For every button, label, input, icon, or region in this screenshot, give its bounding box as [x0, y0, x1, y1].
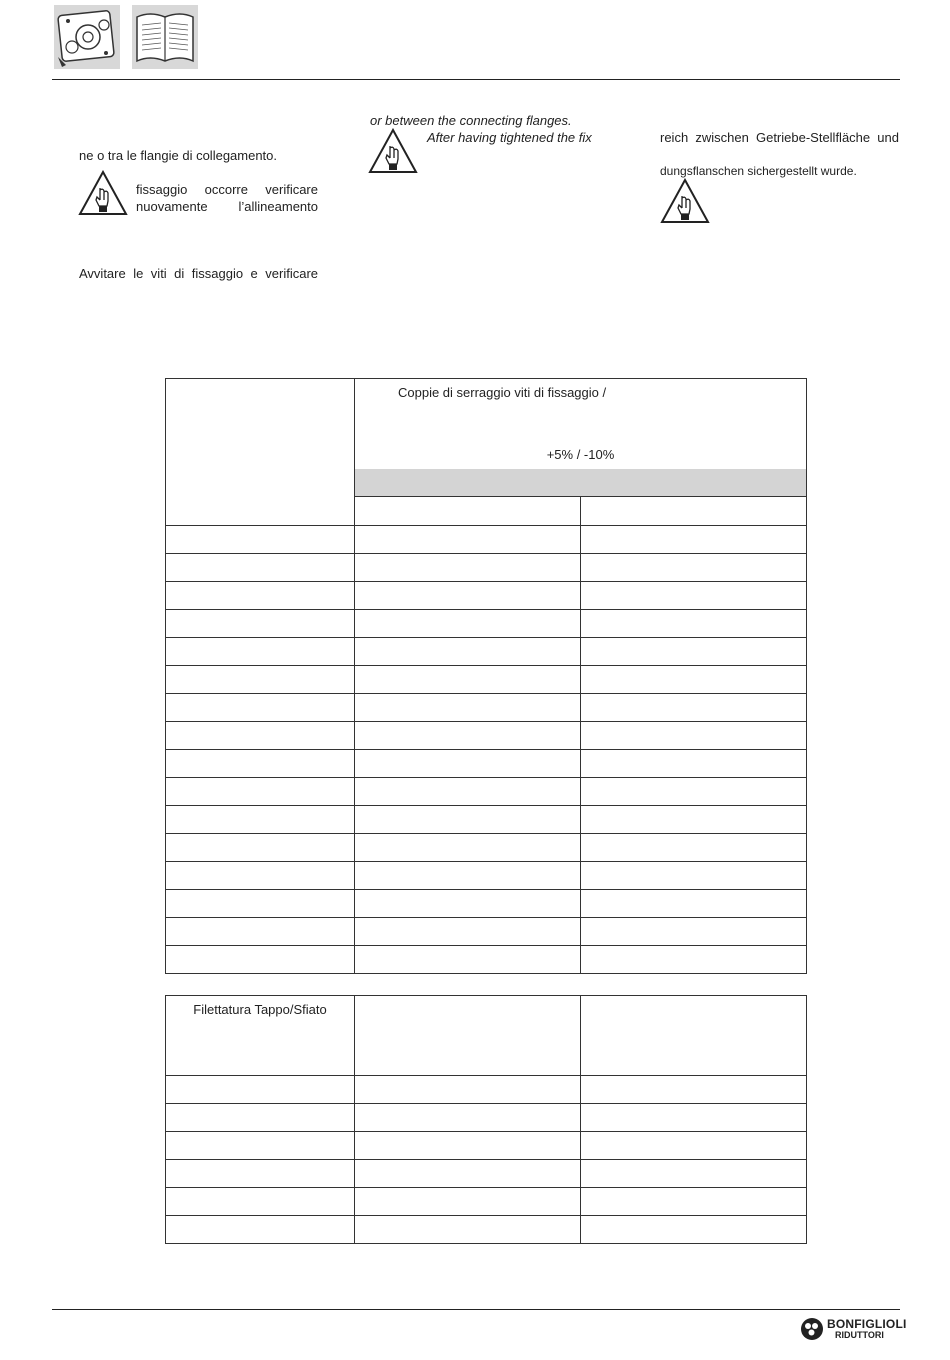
it-text-bottom: Avvitare le viti di fissaggio e verificare — [79, 266, 318, 281]
table-row — [166, 1188, 807, 1216]
table-cell — [355, 862, 581, 890]
table-row — [166, 862, 807, 890]
table-cell — [581, 918, 807, 946]
table-cell — [355, 1076, 581, 1104]
table-cell — [166, 946, 355, 974]
table-cell — [166, 1216, 355, 1244]
table-cell — [355, 666, 581, 694]
table-cell — [355, 1132, 581, 1160]
table-cell — [355, 890, 581, 918]
table-cell — [581, 1160, 807, 1188]
table-row — [166, 554, 807, 582]
table-cell — [355, 1216, 581, 1244]
table-cell — [355, 806, 581, 834]
torque-table-body — [166, 526, 807, 974]
table-row — [166, 1132, 807, 1160]
de-text-line-1: reich zwischen Getriebe-Stellfläche und — [660, 130, 899, 145]
manual-book-icon — [132, 5, 198, 69]
table-row — [166, 638, 807, 666]
table-row — [166, 1076, 807, 1104]
it-text-line: ne o tra le flangie di collegamento. — [79, 148, 278, 163]
de-text-line-2: dungsflanschen sichergestellt wurde. — [660, 164, 857, 178]
table-header-cell — [166, 379, 355, 526]
table-cell — [355, 722, 581, 750]
table-cell — [166, 1132, 355, 1160]
table-header-cell — [581, 497, 807, 526]
torque-header-title: Coppie di serraggio viti di fissaggio / — [398, 385, 607, 400]
table-cell — [355, 526, 581, 554]
table-cell — [166, 1104, 355, 1132]
table-header-cell — [355, 497, 581, 526]
table-cell — [166, 554, 355, 582]
table-cell — [355, 554, 581, 582]
table-cell — [166, 582, 355, 610]
logo-brand-text: BONFIGLIOLI — [827, 1317, 907, 1331]
table-cell — [581, 638, 807, 666]
table-cell — [166, 890, 355, 918]
table-row — [166, 526, 807, 554]
table-cell — [166, 638, 355, 666]
table-row — [166, 946, 807, 974]
table-cell — [355, 946, 581, 974]
table-cell — [166, 666, 355, 694]
table-row — [166, 750, 807, 778]
table-cell — [355, 750, 581, 778]
en-text-line-1: or between the connecting flanges. — [370, 113, 572, 128]
table-row — [166, 778, 807, 806]
table-row — [166, 694, 807, 722]
table-cell — [581, 1216, 807, 1244]
en-text-line-2: After having tightened the fix — [427, 130, 592, 145]
warning-hand-icon — [78, 170, 128, 216]
table-cell — [355, 1188, 581, 1216]
table-cell — [166, 694, 355, 722]
header-rule — [52, 79, 900, 80]
table-header-cell — [355, 996, 581, 1076]
table-row — [166, 834, 807, 862]
table-cell — [166, 610, 355, 638]
table-cell — [166, 834, 355, 862]
table-cell — [581, 610, 807, 638]
table-header-shaded-cell — [355, 469, 807, 497]
warning-hand-icon — [660, 178, 710, 224]
table-cell — [581, 750, 807, 778]
table-cell — [581, 1132, 807, 1160]
table-cell — [355, 638, 581, 666]
table-cell — [581, 806, 807, 834]
plug-thread-table-body — [166, 1076, 807, 1244]
table-cell — [355, 1104, 581, 1132]
table-cell — [166, 806, 355, 834]
table-cell — [166, 918, 355, 946]
table-cell — [581, 1188, 807, 1216]
table-row — [166, 918, 807, 946]
table-cell — [581, 554, 807, 582]
warning-hand-icon — [368, 128, 418, 174]
table-row — [166, 610, 807, 638]
gearbox-illustration-icon — [54, 5, 120, 69]
table-cell — [355, 834, 581, 862]
table-cell — [581, 1076, 807, 1104]
table-cell — [355, 1160, 581, 1188]
table-row — [166, 666, 807, 694]
table-cell — [581, 834, 807, 862]
it-warning-line-1: fissaggio occorre verificare — [136, 182, 318, 197]
it-warning-line-2: nuovamente l’allineamento — [136, 199, 318, 214]
table-cell — [166, 526, 355, 554]
table-row — [166, 806, 807, 834]
table-cell — [581, 890, 807, 918]
table-cell — [581, 946, 807, 974]
table-header-cell — [355, 379, 807, 469]
table-cell — [581, 666, 807, 694]
table-cell — [166, 778, 355, 806]
table-cell — [355, 610, 581, 638]
table-cell — [166, 1076, 355, 1104]
table-cell — [581, 722, 807, 750]
table-row — [166, 722, 807, 750]
table-cell — [581, 694, 807, 722]
table-cell — [581, 526, 807, 554]
torque-tolerance: +5% / -10% — [546, 447, 615, 462]
table-row — [166, 582, 807, 610]
table-cell — [166, 1188, 355, 1216]
footer-rule — [52, 1309, 900, 1310]
table-cell — [355, 694, 581, 722]
table-header-cell — [166, 996, 355, 1076]
company-logo — [800, 1316, 907, 1342]
table-cell — [581, 862, 807, 890]
table-cell — [166, 722, 355, 750]
table-cell — [355, 918, 581, 946]
logo-emblem-icon — [800, 1317, 824, 1341]
table-row — [166, 1104, 807, 1132]
table-cell — [166, 1160, 355, 1188]
table-cell — [355, 778, 581, 806]
plug-thread-header: Filettatura Tappo/Sfiato — [193, 1002, 327, 1017]
table-header-cell — [581, 996, 807, 1076]
torque-table — [165, 378, 807, 974]
logo-sub-text: RIDUTTORI — [835, 1330, 884, 1340]
table-row — [166, 1160, 807, 1188]
table-cell — [581, 778, 807, 806]
plug-thread-table — [165, 995, 807, 1244]
table-row — [166, 890, 807, 918]
table-cell — [166, 750, 355, 778]
table-cell — [166, 862, 355, 890]
table-cell — [355, 582, 581, 610]
table-cell — [581, 1104, 807, 1132]
table-cell — [581, 582, 807, 610]
table-row — [166, 1216, 807, 1244]
